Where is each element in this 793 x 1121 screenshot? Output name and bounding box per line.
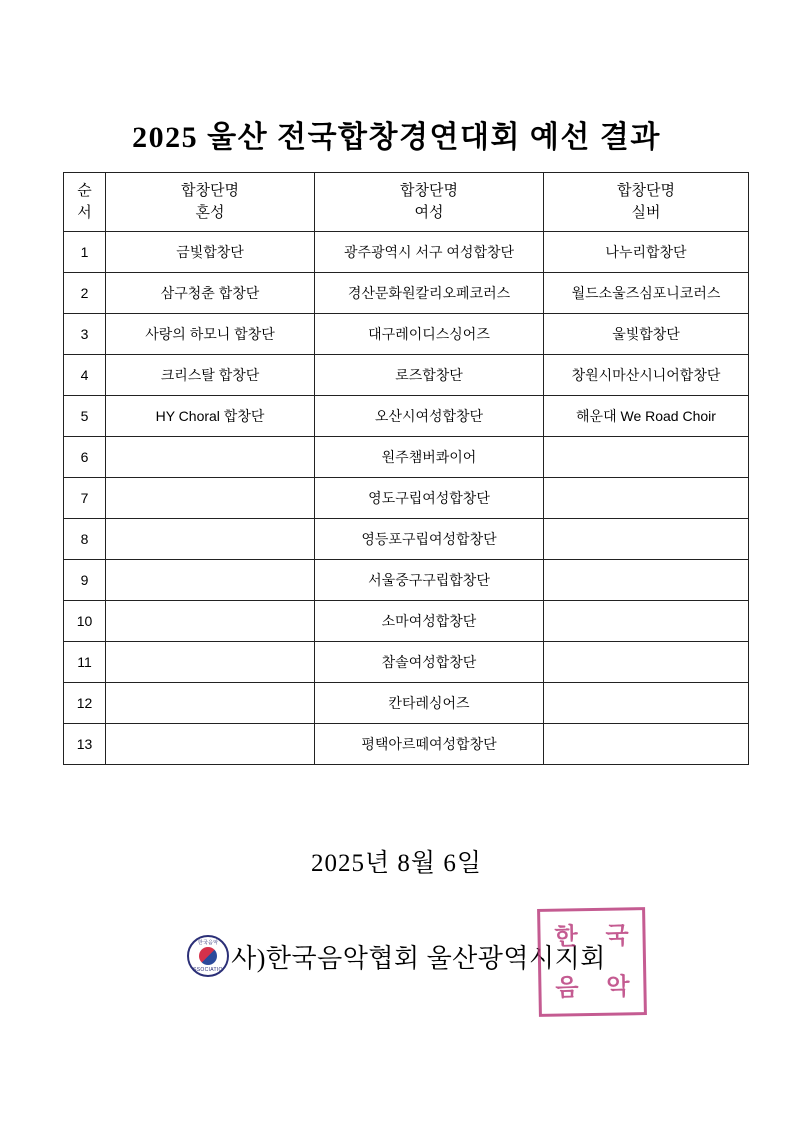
column-header-silver-line2: 실버 [631, 204, 661, 221]
cell-female: 영도구립여성합창단 [315, 478, 544, 519]
column-header-mixed-line2: 혼성 [195, 204, 225, 221]
cell-silver [544, 519, 749, 560]
column-header-female-line1: 합창단명 [400, 182, 458, 200]
cell-silver: 창원시마산시니어합창단 [544, 355, 749, 396]
results-table [63, 172, 749, 765]
cell-rank: 8 [64, 519, 106, 560]
emblem-top-text: 한국음악 [197, 940, 219, 946]
cell-rank: 9 [64, 560, 106, 601]
cell-rank: 13 [64, 724, 106, 765]
cell-female: 경산문화원칼리오페코러스 [315, 273, 544, 314]
cell-female: 참솔여성합창단 [315, 642, 544, 683]
cell-mixed: 금빛합창단 [106, 232, 315, 273]
cell-female: 소마여성합창단 [315, 601, 544, 642]
cell-female: 서울중구구립합창단 [315, 560, 544, 601]
seal-char-4: 악 [606, 972, 630, 1001]
table-row [64, 396, 749, 437]
page-title: 2025 울산 전국합창경연대회 예선 결과 [132, 121, 661, 154]
cell-rank: 12 [64, 683, 106, 724]
table-row [64, 560, 749, 601]
table-body [64, 232, 749, 765]
table-row [64, 232, 749, 273]
column-header-rank-line2: 서 [77, 204, 92, 221]
cell-female: 평택아르떼여성합창단 [315, 724, 544, 765]
cell-mixed [106, 724, 315, 765]
seal-char-2: 국 [605, 921, 629, 950]
table-row [64, 642, 749, 683]
cell-female: 대구레이디스싱어즈 [315, 314, 544, 355]
column-header-silver-line1: 합창단명 [617, 182, 675, 200]
table-row [64, 519, 749, 560]
cell-silver [544, 478, 749, 519]
signature-block [0, 935, 793, 977]
table-row [64, 437, 749, 478]
table-row [64, 683, 749, 724]
column-header-mixed [106, 173, 315, 232]
cell-silver: 나누리합창단 [544, 232, 749, 273]
organization-name: 사)한국음악협회 울산광역시지회 [231, 943, 606, 973]
association-emblem-icon [187, 935, 229, 977]
cell-silver [544, 437, 749, 478]
table-header [64, 173, 749, 232]
table-row [64, 355, 749, 396]
cell-rank: 1 [64, 232, 106, 273]
cell-silver: 울빛합창단 [544, 314, 749, 355]
cell-mixed [106, 478, 315, 519]
cell-rank: 10 [64, 601, 106, 642]
cell-female: 광주광역시 서구 여성합창단 [315, 232, 544, 273]
seal-char-1: 한 [554, 922, 578, 951]
table-row [64, 724, 749, 765]
cell-mixed: HY Choral 합창단 [106, 396, 315, 437]
cell-silver [544, 642, 749, 683]
cell-mixed [106, 601, 315, 642]
cell-silver [544, 724, 749, 765]
cell-mixed [106, 437, 315, 478]
cell-silver: 해운대 We Road Choir [544, 396, 749, 437]
column-header-silver [544, 173, 749, 232]
cell-rank: 11 [64, 642, 106, 683]
document-date: 2025년 8월 6일 [311, 850, 482, 877]
cell-mixed: 사랑의 하모니 합창단 [106, 314, 315, 355]
cell-rank: 6 [64, 437, 106, 478]
cell-mixed [106, 560, 315, 601]
cell-mixed: 크리스탈 합창단 [106, 355, 315, 396]
cell-mixed [106, 683, 315, 724]
seal-char-3: 음 [555, 973, 579, 1002]
column-header-female [315, 173, 544, 232]
column-header-female-line2: 여성 [414, 204, 444, 221]
column-header-rank [64, 173, 106, 232]
cell-female: 원주챔버콰이어 [315, 437, 544, 478]
table-row [64, 273, 749, 314]
cell-rank: 5 [64, 396, 106, 437]
cell-female: 로즈합창단 [315, 355, 544, 396]
taeguk-icon [199, 947, 217, 965]
cell-silver [544, 560, 749, 601]
cell-female: 영등포구립여성합창단 [315, 519, 544, 560]
cell-silver [544, 683, 749, 724]
cell-female: 칸타레싱어즈 [315, 683, 544, 724]
cell-mixed: 삼구청춘 합창단 [106, 273, 315, 314]
table-header-row [64, 173, 749, 232]
cell-female: 오산시여성합창단 [315, 396, 544, 437]
cell-silver: 월드소울즈심포니코러스 [544, 273, 749, 314]
emblem-bottom-text: ASSOCIATION [189, 967, 227, 973]
table-row [64, 314, 749, 355]
column-header-mixed-line1: 합창단명 [181, 182, 239, 200]
column-header-rank-line1: 순 [77, 182, 92, 200]
cell-rank: 7 [64, 478, 106, 519]
cell-silver [544, 601, 749, 642]
cell-mixed [106, 642, 315, 683]
table-row [64, 601, 749, 642]
cell-rank: 4 [64, 355, 106, 396]
cell-rank: 2 [64, 273, 106, 314]
table-row [64, 478, 749, 519]
cell-rank: 3 [64, 314, 106, 355]
cell-mixed [106, 519, 315, 560]
